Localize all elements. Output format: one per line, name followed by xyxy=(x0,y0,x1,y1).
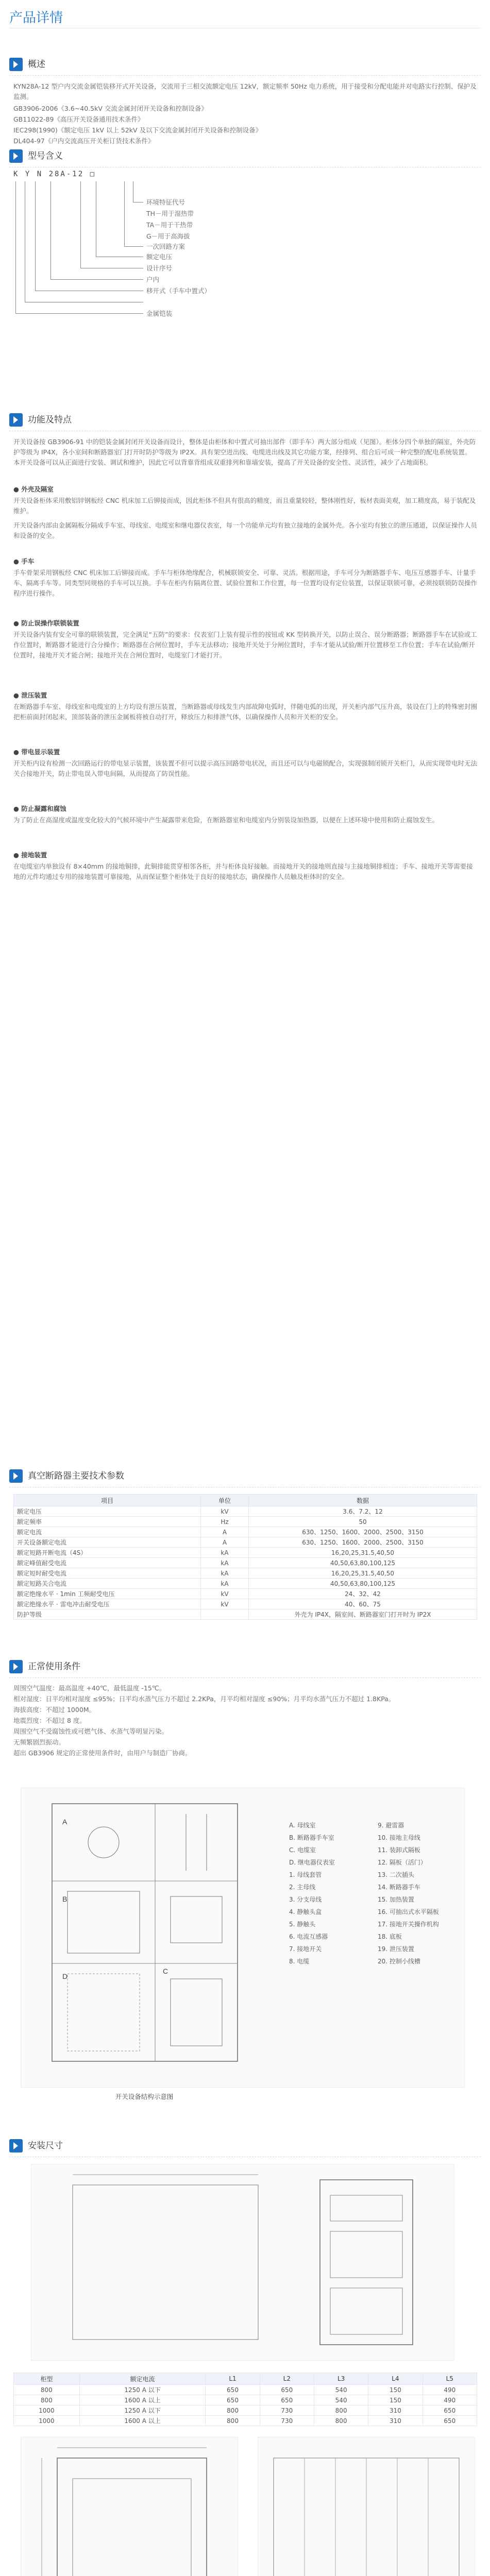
feature-group-title: ● 防止误操作联锁装置 xyxy=(13,619,79,627)
table-cell: 490 xyxy=(423,2385,477,2395)
table-header-cell: 数据 xyxy=(249,1495,477,1506)
table-cell: 1000 xyxy=(14,2405,80,2416)
table-cell: 800 xyxy=(314,2405,368,2416)
install-elevation-figure xyxy=(31,2164,454,2361)
legend-item: 19. 泄压装置 xyxy=(378,1945,414,1953)
install-plan-figure xyxy=(21,2437,238,2576)
params-table xyxy=(13,1494,477,1620)
table-cell: kV xyxy=(201,1506,249,1517)
legend-item: B. 断路器手车室 xyxy=(289,1834,334,1841)
section-arrow-icon xyxy=(9,2139,23,2153)
model-item: 环境特征代号 xyxy=(146,198,185,206)
model-item: 户内 xyxy=(146,276,160,283)
table-header-row xyxy=(14,1495,477,1506)
table-cell: kA xyxy=(201,1558,249,1568)
table-cell: 1600 A 以上 xyxy=(79,2416,206,2426)
table-cell: 730 xyxy=(260,2405,314,2416)
table-cell: kA xyxy=(201,1548,249,1558)
structure-caption: 开关设备结构示意图 xyxy=(115,2093,174,2100)
table-cell: 650 xyxy=(206,2395,260,2405)
table-cell: 额定频率 xyxy=(14,1517,201,1527)
table-row xyxy=(14,1517,477,1527)
table-header-cell: 柜型 xyxy=(14,2373,80,2385)
table-row xyxy=(14,2395,477,2405)
legend-item: 17. 接地开关操作机构 xyxy=(378,1921,439,1928)
table-header-cell: L3 xyxy=(314,2373,368,2385)
table-row xyxy=(14,1527,477,1537)
table-header-cell: 单位 xyxy=(201,1495,249,1506)
table-row xyxy=(14,1558,477,1568)
table-cell: 310 xyxy=(368,2405,423,2416)
table-cell: 650 xyxy=(423,2416,477,2426)
section-conditions-heading xyxy=(9,1659,80,1673)
structure-figure xyxy=(21,1788,465,2088)
section-params-heading xyxy=(9,1468,124,1483)
table-cell: 630、1250、1600、2000、2500、3150 xyxy=(249,1537,477,1548)
legend-item: C. 电缆室 xyxy=(289,1846,316,1854)
table-cell: 防护等级 xyxy=(14,1609,201,1620)
install-table xyxy=(13,2372,477,2426)
table-cell: 800 xyxy=(206,2405,260,2416)
section-divider xyxy=(9,1677,481,1678)
feature-group-title: ● 接地装置 xyxy=(13,851,47,859)
install-elevation-drawing xyxy=(31,2164,454,2360)
page-title: 产品详情 xyxy=(9,10,63,26)
table-cell: 16,20,25,31.5,40,50 xyxy=(249,1548,477,1558)
table-cell: 650 xyxy=(260,2385,314,2395)
table-cell: 外壳为 IP4X，隔室间、断路器室门打开时为 IP2X xyxy=(249,1609,477,1620)
table-cell: 额定短时耐受电流 xyxy=(14,1568,201,1579)
feature-para: 手车骨架采用钢板经 CNC 机床加工后铆接而成。手车与柜体绝缘配合，机械联锁安全、可靠、灵活。根据用途，手车可分为断路器手车、电压互感器手车、计量手车、隔离手车等。同类型同规格的手车可以互换。手车在柜内有隔离位置、试验位置和工作位置，每一位置均设有定位装置，以保证联锁可靠，必须按联锁防误操作程序进行操作。 xyxy=(13,569,478,597)
standard-item: GB3906-2006《3.6~40.5kV 交流金属封闭开关设备和控制设备》 xyxy=(13,105,208,112)
section-divider xyxy=(9,75,481,76)
section-conditions-title: 正常使用条件 xyxy=(28,1662,80,1672)
model-item: 设计序号 xyxy=(146,264,173,272)
model-item: 额定电压 xyxy=(146,253,173,261)
model-diagram xyxy=(13,170,230,397)
table-header-cell: L2 xyxy=(260,2373,314,2385)
table-cell: 800 xyxy=(314,2416,368,2426)
table-row xyxy=(14,1579,477,1589)
table-cell: 150 xyxy=(368,2385,423,2395)
section-model-heading xyxy=(9,148,63,163)
install-plan-drawing xyxy=(21,2437,238,2576)
feature-para: 开关设备内装有安全可靠的联锁装置，完全满足“五防”的要求：仪表室门上装有提示性的按钮或 KK 型转换开关，以防止误合、误分断路器；断路器手车在试验或工作位置时，断路器才能进行合分操作；断路器在合闸位置时，手车无法移动；接地开关处于分闸位置时，手车才能从试验/断开位置移至工作位置；手车在试验/断开位置时，接地开关才能合闸；接地开关在合闸位置时，电缆室门才能打开。 xyxy=(13,631,477,659)
table-row xyxy=(14,1506,477,1517)
features-intro: 开关设备按 GB3906-91 中的铠装金属封闭开关设备而设计，整体是由柜体和中置式可抽出部件（即手车）两大部分组成（见图）。柜体分四个单独的隔室，外壳防护等级为 IP4X，各小室间和断路器室门打开时防护等级为 IP2X。具有架空进出线、电缆进出线及其它功能方案，经排列、组合后可成一种完整的配电系统装置。本开关设备可以从正面进行安装、调试和维护，因此它可以背靠背组成双重排列和靠墙安装，提高了开关设备的安全性、灵活性，减少了占地面积。 xyxy=(13,438,476,466)
feature-group-title: ● 带电显示装置 xyxy=(13,748,60,756)
feature-para: 开关设备柜体采用敷铝锌钢板经 CNC 机床加工后铆接而成，因此柜体不但具有很高的精度，而且重量较轻，整体刚性好，板材表面美观，加工精度高，易于装配及维护。 xyxy=(13,497,476,515)
table-cell: 540 xyxy=(314,2385,368,2395)
legend-item: D. 继电器仪表室 xyxy=(289,1859,335,1866)
legend-item: 10. 接地主母线 xyxy=(378,1834,420,1841)
standards-list xyxy=(13,103,262,146)
section-params-title: 真空断路器主要技术参数 xyxy=(28,1471,124,1481)
section-overview-heading xyxy=(9,57,45,71)
svg-text:D: D xyxy=(62,1972,68,1980)
table-cell: 24、32、42 xyxy=(249,1589,477,1599)
table-header-cell: 额定电流 xyxy=(79,2373,206,2385)
table-cell: 50 xyxy=(249,1517,477,1527)
feature-group-title: ● 泄压装置 xyxy=(13,691,47,699)
feature-para: 开关设备内部由金属隔板分隔成手车室、母线室、电缆室和继电器仪表室，每一个功能单元均有独立接地的金属外壳。各小室均有独立的泄压通道，以保证操作人员和设备的安全。 xyxy=(13,521,478,539)
legend-item: 12. 隔板（活门） xyxy=(378,1859,427,1866)
table-cell: kA xyxy=(201,1568,249,1579)
table-cell: 额定绝缘水平 · 1min 工频耐受电压 xyxy=(14,1589,201,1599)
legend-item: 3. 分支母线 xyxy=(289,1896,322,1903)
condition-item: 超出 GB3906 规定的正常使用条件时，由用户与制造厂协商。 xyxy=(13,1749,192,1757)
table-cell: 490 xyxy=(423,2395,477,2405)
table-cell: 额定短路开断电流（4S） xyxy=(14,1548,201,1558)
standard-item: IEC298(1990)《额定电压 1kV 以上 52kV 及以下交流金属封闭开关设备和控制设备》 xyxy=(13,126,262,134)
table-cell: 800 xyxy=(206,2416,260,2426)
section-features-heading xyxy=(9,412,72,427)
structure-legend xyxy=(289,1819,459,1968)
legend-item: 18. 底板 xyxy=(378,1933,402,1940)
table-cell: 540 xyxy=(314,2395,368,2405)
cabinet-structure-drawing xyxy=(31,1793,279,2082)
table-row xyxy=(14,2416,477,2426)
overview-intro: KYN28A-12 型户内交流金属铠装移开式开关设备，交流用于三相交流额定电压 12kV，额定频率 50Hz 电力系统，用于接受和分配电能并对电路实行控制、保护及监测。 xyxy=(13,82,477,100)
table-cell: 630、1250、1600、2000、2500、3150 xyxy=(249,1527,477,1537)
table-cell: 650 xyxy=(423,2405,477,2416)
section-features-title: 功能及特点 xyxy=(28,415,72,425)
svg-text:B: B xyxy=(62,1895,67,1903)
table-cell: A xyxy=(201,1537,249,1548)
table-header-cell: L1 xyxy=(206,2373,260,2385)
section-arrow-icon xyxy=(9,413,23,427)
legend-item: 7. 接地开关 xyxy=(289,1945,322,1953)
table-cell: 1000 xyxy=(14,2416,80,2426)
table-cell: 3.6、7.2、12 xyxy=(249,1506,477,1517)
section-arrow-icon xyxy=(9,1660,23,1673)
legend-item: 2. 主母线 xyxy=(289,1884,316,1891)
condition-item: 无频繁剧烈振动。 xyxy=(13,1738,65,1746)
install-section-figure xyxy=(258,2437,475,2576)
svg-text:A: A xyxy=(62,1818,67,1826)
legend-item: A. 母线室 xyxy=(289,1822,316,1829)
table-cell: 650 xyxy=(206,2385,260,2395)
table-cell: 800 xyxy=(14,2395,80,2405)
table-row xyxy=(14,1568,477,1579)
legend-item: 9. 避雷器 xyxy=(378,1822,404,1829)
table-cell xyxy=(201,1609,249,1620)
table-cell: kV xyxy=(201,1599,249,1609)
standard-item: GB11022-89《高压开关设备通用技术条件》 xyxy=(13,115,144,123)
table-cell: 1600 A 以上 xyxy=(79,2395,206,2405)
table-cell: kA xyxy=(201,1579,249,1589)
model-item: G－用于高海拔 xyxy=(146,232,190,240)
model-item: TA－用于干热带 xyxy=(146,221,193,229)
section-overview-title: 概述 xyxy=(28,59,45,70)
legend-item: 8. 电缆 xyxy=(289,1958,310,1965)
table-cell: 额定峰值耐受电流 xyxy=(14,1558,201,1568)
legend-item: 4. 静触头盒 xyxy=(289,1908,322,1916)
conditions-list xyxy=(13,1683,477,1758)
table-cell: 1250 A 以下 xyxy=(79,2385,206,2395)
model-item: 移开式（手车中置式） xyxy=(146,287,211,295)
feature-para: 为了防止在高湿度或温度变化较大的气候环境中产生凝露带来危险，在断路器室和电缆室内分别装设加热器，以便在上述环境中使用和防止腐蚀发生。 xyxy=(13,816,439,824)
table-row xyxy=(14,1609,477,1620)
table-row xyxy=(14,1599,477,1609)
table-row xyxy=(14,1589,477,1599)
feature-para: 在断路器手车室、母线室和电缆室的上方均设有泄压装置，当断路器或母线发生内部故障电弧时，伴随电弧的出现，开关柜内部气压升高，装设在门上的特殊密封圈把柜前面封闭起来，顶部装备的泄压金属板将被自动打开，释放压力和排泄气体，以确保操作人员和开关柜的安全。 xyxy=(13,703,478,721)
table-header-cell: 项目 xyxy=(14,1495,201,1506)
table-cell: 额定电压 xyxy=(14,1506,201,1517)
legend-item: 20. 控制小线槽 xyxy=(378,1958,420,1965)
legend-item: 11. 装卸式隔板 xyxy=(378,1846,420,1854)
table-cell: 40,50,63,80,100,125 xyxy=(249,1579,477,1589)
standard-item: DL404-97《户内交流高压开关柜订货技术条件》 xyxy=(13,137,155,145)
section-model-title: 型号含义 xyxy=(28,151,63,161)
table-cell: 1250 A 以下 xyxy=(79,2405,206,2416)
condition-item: 周围空气温度：最高温度 +40℃，最低温度 -15℃。 xyxy=(13,1684,166,1692)
legend-item: 13. 二次插头 xyxy=(378,1871,414,1878)
table-cell: 开关设备额定电流 xyxy=(14,1537,201,1548)
legend-item: 16. 可抽出式水平隔板 xyxy=(378,1908,439,1916)
section-arrow-icon xyxy=(9,149,23,163)
table-cell: 40、60、75 xyxy=(249,1599,477,1609)
table-cell: kV xyxy=(201,1589,249,1599)
model-item: 金属铠装 xyxy=(146,310,173,317)
legend-item: 1. 母线套管 xyxy=(289,1871,322,1878)
install-section-drawing xyxy=(258,2437,475,2576)
feature-group-title: ● 手车 xyxy=(13,557,35,565)
table-cell: 额定绝缘水平 · 雷电冲击耐受电压 xyxy=(14,1599,201,1609)
table-row xyxy=(14,2385,477,2395)
legend-item: 14. 断路器手车 xyxy=(378,1884,420,1891)
condition-item: 周围空气不受腐蚀性或可燃气体、水蒸气等明显污染。 xyxy=(13,1727,168,1735)
section-install-heading xyxy=(9,2138,63,2153)
feature-group-title: ● 防止凝露和腐蚀 xyxy=(13,805,66,812)
table-cell: 800 xyxy=(14,2385,80,2395)
table-row xyxy=(14,1548,477,1558)
model-code: K Y N 28A-12 □ xyxy=(13,170,96,178)
table-cell: 650 xyxy=(260,2395,314,2405)
legend-item: 6. 电流互感器 xyxy=(289,1933,328,1940)
svg-text:C: C xyxy=(163,1967,168,1975)
table-header-cell: L5 xyxy=(423,2373,477,2385)
feature-group-title: ● 外壳及隔室 xyxy=(13,485,54,493)
table-header-row xyxy=(14,2373,477,2385)
table-row xyxy=(14,2405,477,2416)
table-cell: Hz xyxy=(201,1517,249,1527)
table-cell: 310 xyxy=(368,2416,423,2426)
section-arrow-icon xyxy=(9,1469,23,1483)
table-cell: 额定电流 xyxy=(14,1527,201,1537)
feature-para: 开关柜内设有检测一次回路运行的带电显示装置，该装置不但可以提示高压回路带电状况，而且还可以与电磁锁配合，实现强制闭锁开关柜门，从而实现带电时无法关合接地开关，防止带电误入带电间隔，从而提高了防误性能。 xyxy=(13,759,478,777)
section-arrow-icon xyxy=(9,58,23,71)
feature-para: 在电缆室内单独设有 8×40mm 的接地铜排，此铜排能贯穿相邻各柜，并与柜体良好接触。而接地开关的接地则直接与主接地铜排相连；手车、接地开关等需要接地的元件均通过专用的接地装置可靠接地，从而保证整个柜体处于良好的接地状态，确保操作人员触及柜体时的安全。 xyxy=(13,862,473,880)
table-cell: 16,20,25,31.5,40,50 xyxy=(249,1568,477,1579)
table-cell: 730 xyxy=(260,2416,314,2426)
table-cell: 150 xyxy=(368,2395,423,2405)
table-cell: 40,50,63,80,100,125 xyxy=(249,1558,477,1568)
table-row xyxy=(14,1537,477,1548)
condition-item: 地震烈度：不超过 8 度。 xyxy=(13,1717,86,1724)
table-cell: A xyxy=(201,1527,249,1537)
condition-item: 海拔高度：不超过 1000M。 xyxy=(13,1706,96,1714)
legend-item: 5. 静触头 xyxy=(289,1921,316,1928)
section-install-title: 安装尺寸 xyxy=(28,2141,63,2151)
table-header-cell: L4 xyxy=(368,2373,423,2385)
model-item: 一次回路方案 xyxy=(146,243,185,250)
legend-item: 15. 加热装置 xyxy=(378,1896,414,1903)
model-item: TH－用于湿热带 xyxy=(146,210,194,217)
table-cell: 额定短路关合电流 xyxy=(14,1579,201,1589)
condition-item: 相对湿度：日平均相对湿度 ≤95%；日平均水蒸气压力不超过 2.2KPa，月平均相对湿度 ≤90%；月平均水蒸气压力不超过 1.8KPa。 xyxy=(13,1695,395,1703)
